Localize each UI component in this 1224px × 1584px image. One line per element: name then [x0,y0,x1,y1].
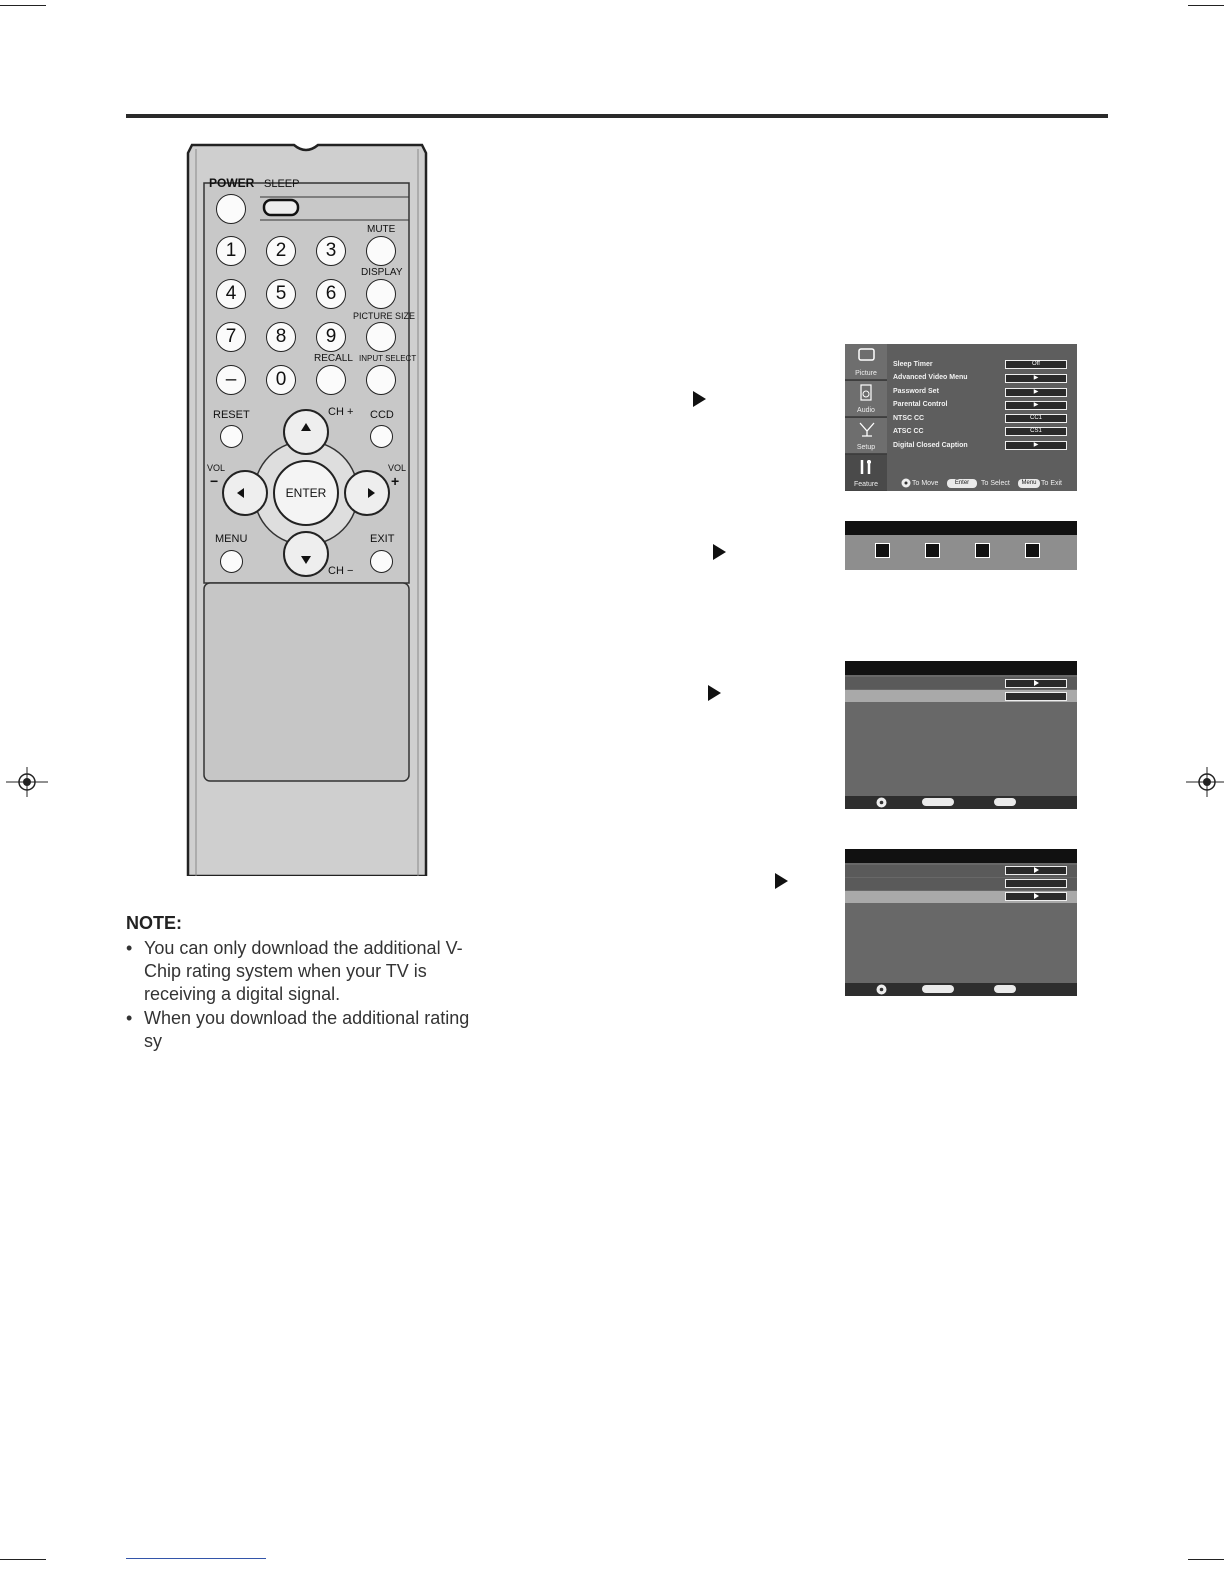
menu-item-value: CS1 [1005,427,1067,436]
vol-right-label: VOL [388,463,407,473]
note-item [126,937,486,1007]
footer-select: To Select [981,480,1010,487]
exit-label: EXIT [370,533,395,545]
enter-button[interactable] [274,461,338,525]
menu-item-value [1005,866,1067,875]
digit-6-button[interactable] [316,279,346,309]
mute-button[interactable] [366,236,396,266]
digit-label: 5 [275,283,287,304]
power-label: POWER [209,176,255,190]
menu-item-label[interactable]: Parental Control [893,401,948,408]
note-text: When you download the additional rating sy [144,1008,470,1051]
digit-5-button[interactable] [266,279,296,309]
digit-label: 6 [325,283,337,304]
move-icon [901,478,911,488]
menu-button[interactable] [220,550,243,573]
password-box[interactable] [925,543,940,558]
crop-mark [0,1559,46,1560]
menu-item-value: ▶ [1005,374,1067,383]
tab-label: Picture [855,370,877,377]
picture-size-button[interactable] [366,322,396,352]
note-item [126,1007,486,1055]
power-button[interactable] [216,194,246,224]
digit-label: 7 [225,326,237,347]
ch-plus-label: CH + [328,406,354,418]
step-arrow-icon [708,685,721,701]
digit-label: 2 [275,240,287,261]
enter-label: ENTER [285,486,327,500]
remote-control-illustration [186,143,428,876]
rating-menu-screen [845,849,1077,996]
arrow-right-icon [1034,893,1039,899]
digit-9-button[interactable] [316,322,346,352]
arrow-right-icon [1034,867,1039,873]
menu-item-label[interactable]: ATSC CC [893,428,924,435]
menu-item-label[interactable]: NTSC CC [893,415,925,422]
menu-item-value: ▶ [1005,441,1067,450]
arrow-right-icon [1034,680,1039,686]
header-rule [126,114,1108,118]
menu-item-value: ▶ [1005,388,1067,397]
password-box[interactable] [975,543,990,558]
tab-feature[interactable] [845,455,887,491]
ch-up-button[interactable] [284,410,328,454]
vol-plus-label: + [391,473,400,489]
digit-label: 0 [275,369,287,390]
move-icon [876,797,887,808]
tab-audio[interactable] [845,381,887,417]
bullet-icon: • [126,1008,133,1028]
footer-menu-key: Menu [1018,479,1040,488]
menu-item-value [1005,692,1067,701]
menu-item-value: CC1 [1005,414,1067,423]
digit-label: 9 [325,326,337,347]
footer-exit: To Exit [1041,480,1063,487]
digit-8-button[interactable] [266,322,296,352]
footer-rule [126,1558,266,1559]
menu-item-label[interactable]: Digital Closed Caption [893,442,968,449]
bullet-icon: • [126,938,133,958]
exit-button[interactable] [370,550,393,573]
display-button[interactable] [366,279,396,309]
password-box[interactable] [1025,543,1040,558]
menu-item-value: Off [1005,360,1067,369]
menu-item-label[interactable]: Sleep Timer [893,361,933,368]
digit-1-button[interactable] [216,236,246,266]
mute-label: MUTE [367,224,396,235]
vol-minus-label: − [210,473,219,489]
tab-label: Feature [853,481,879,488]
footer-menu-key [994,985,1016,993]
parental-control-screen [845,661,1077,809]
step-arrow-icon [775,873,788,889]
ch-minus-label: CH − [328,565,354,577]
tab-picture[interactable] [845,344,887,380]
footer-move: To Move [912,480,939,487]
note-title: NOTE: [126,913,182,933]
menu-item-label[interactable]: Password Set [893,388,939,395]
input-select-label: INPUT SELECT [359,354,417,363]
ch-down-button[interactable] [284,532,328,576]
recall-button[interactable] [316,365,346,395]
speaker-icon [860,384,872,401]
step-arrow-icon [693,391,706,407]
menu-item-value [1005,679,1067,688]
digit-0-button[interactable] [266,365,296,395]
vol-down-button[interactable] [223,471,267,515]
vol-up-button[interactable] [345,471,389,515]
vol-left-label: VOL [207,463,226,473]
menu-item-value [1005,879,1067,888]
tools-icon [858,458,875,476]
password-box[interactable] [875,543,890,558]
sleep-button[interactable] [264,200,298,215]
digit-3-button[interactable] [316,236,346,266]
dash-button[interactable] [216,365,246,395]
digit-label: 4 [225,283,237,304]
move-icon [876,984,887,995]
recall-label: RECALL [314,353,353,364]
picture-size-label: PICTURE SIZE [353,311,416,321]
footer-enter-key: Enter [947,479,977,488]
tab-label: Setup [856,444,876,451]
ccd-label: CCD [370,409,394,421]
digit-7-button[interactable] [216,322,246,352]
crop-mark [1188,5,1224,6]
display-label: DISPLAY [361,267,403,278]
reset-button[interactable] [220,425,243,448]
sleep-label: SLEEP [264,178,300,190]
step-arrow-icon [713,544,726,560]
menu-item-value: ▶ [1005,401,1067,410]
setup-menu-screen [845,344,1077,491]
password-entry-screen [845,521,1077,570]
footer-enter-key [922,985,954,993]
crop-mark [0,5,46,6]
tab-label: Audio [857,407,875,414]
footer-menu-key [994,798,1016,806]
registration-mark-icon [6,767,48,797]
digit-4-button[interactable] [216,279,246,309]
digit-label: 8 [275,326,287,347]
digit-label: 1 [225,240,237,261]
crop-mark [1188,1559,1224,1560]
footer-enter-key [922,798,954,806]
ccd-button[interactable] [370,425,393,448]
screen-title-bar [845,849,1077,863]
screen-title-bar [845,661,1077,675]
digit-label: – [225,369,237,390]
menu-label: MENU [215,533,248,545]
input-select-button[interactable] [366,365,396,395]
digit-2-button[interactable] [266,236,296,266]
antenna-icon [858,421,875,438]
digit-label: 3 [325,240,337,261]
menu-item-label[interactable]: Advanced Video Menu [893,374,968,381]
tv-icon [858,348,875,362]
password-title-bar [845,521,1077,535]
menu-item-value [1005,892,1067,901]
registration-mark-icon [1186,767,1224,797]
note-text: You can only download the additional V-Chip rating system when your TV is receiving a digital signal. [144,938,463,1004]
reset-label: RESET [213,409,250,421]
tab-setup[interactable] [845,418,887,454]
menu-sidebar [845,344,887,491]
